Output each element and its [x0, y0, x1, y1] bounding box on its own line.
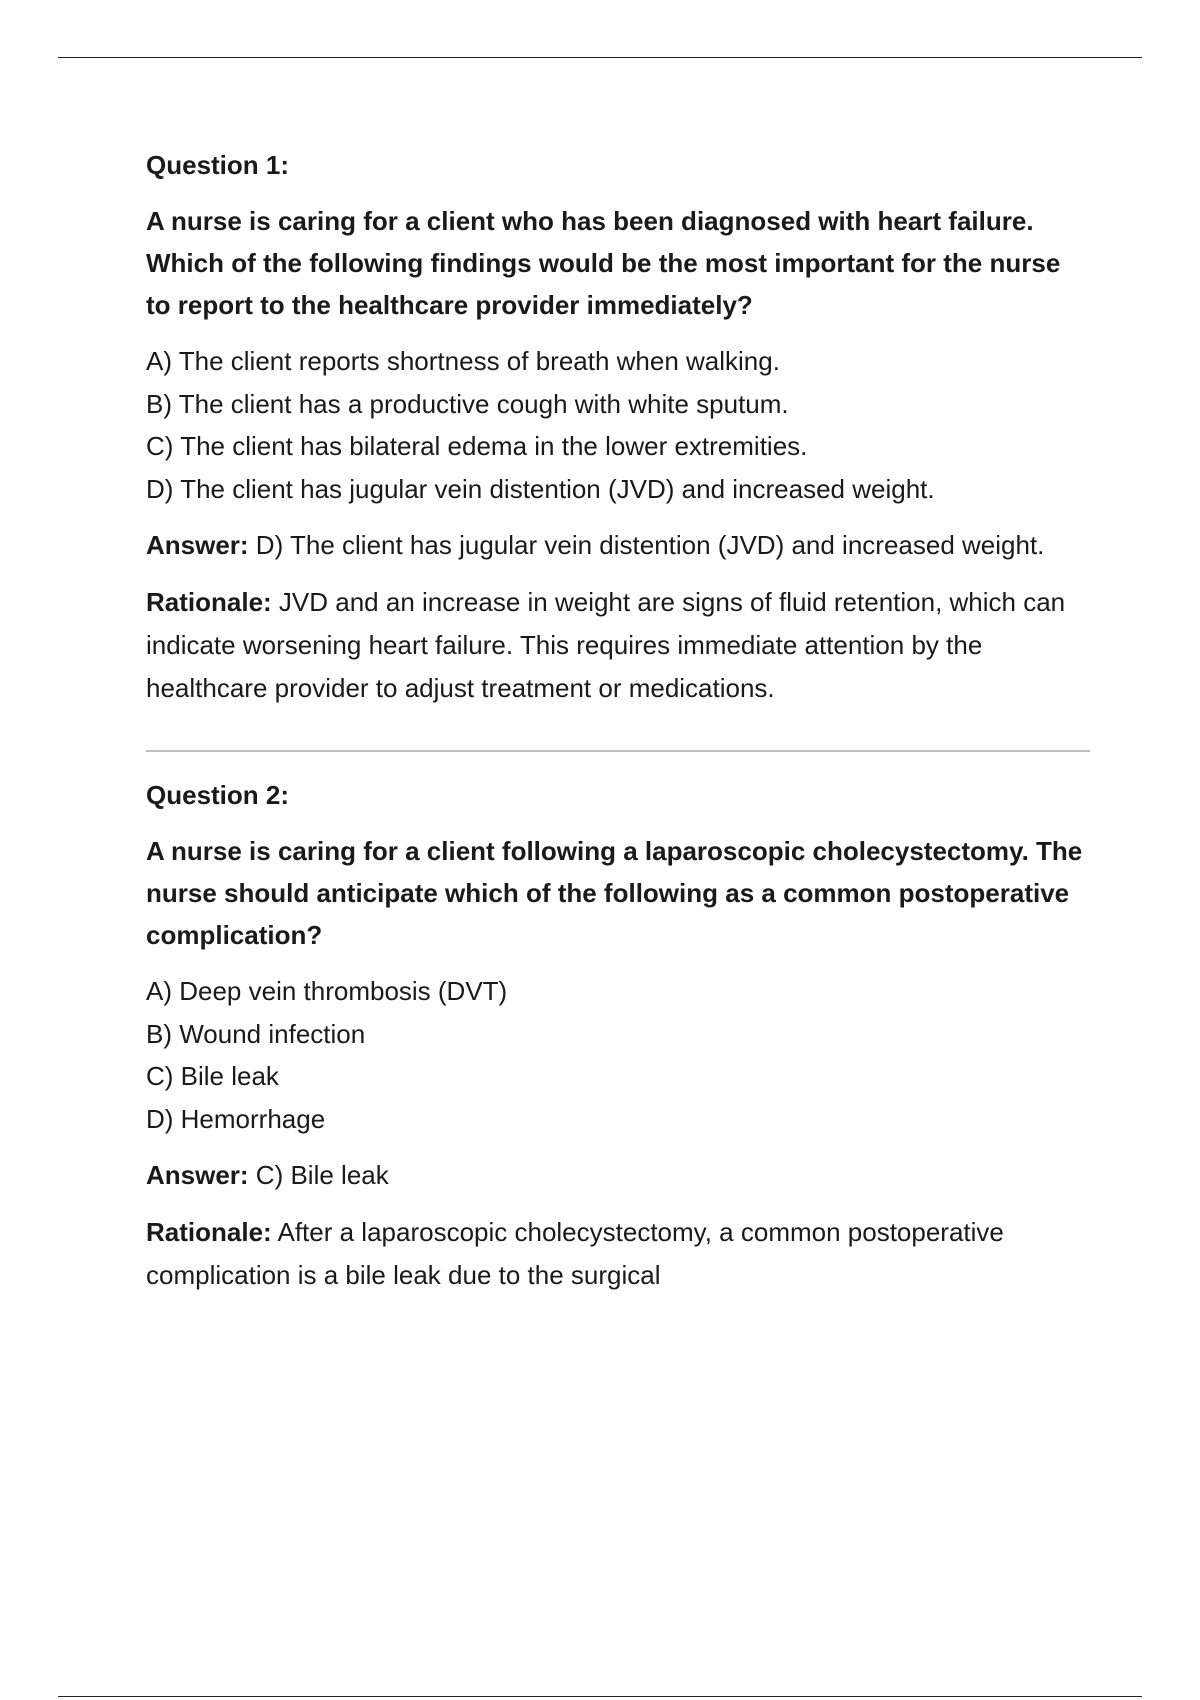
option-c: C) The client has bilateral edema in the lower extremities.: [146, 431, 808, 461]
question-stem: A nurse is caring for a client following a laparoscopic cholecystectomy. The nurse should anticipate which of the following as a common postoperative complication?: [146, 836, 1083, 950]
question-heading: Question 1:: [146, 150, 290, 180]
question-divider: [146, 750, 1090, 752]
option-c: C) Bile leak: [146, 1061, 279, 1091]
option-a: A) The client reports shortness of breath when walking.: [146, 346, 780, 376]
option-a: A) Deep vein thrombosis (DVT): [146, 976, 508, 1006]
rationale: [146, 581, 1092, 710]
question-2: [146, 778, 1092, 1297]
rationale-label: Rationale:: [146, 1217, 272, 1247]
document-body: [146, 148, 1092, 1311]
rationale-text: After a laparoscopic cholecystectomy, a common postoperative complication is a bile leak due to the surgical: [146, 1217, 1004, 1290]
answer-text: D) The client has jugular vein distention (JVD) and increased weight.: [248, 530, 1045, 560]
option-b: B) The client has a productive cough with white sputum.: [146, 388, 789, 419]
answer-label: Answer:: [146, 530, 249, 560]
rationale-label: Rationale:: [146, 587, 272, 617]
question-1: [146, 148, 1092, 710]
answer-label: Answer:: [146, 1160, 249, 1190]
option-b: B) Wound infection: [146, 1018, 366, 1049]
answer: [146, 524, 1092, 567]
option-d: D) The client has jugular vein distention (JVD) and increased weight.: [146, 473, 935, 504]
option-list: [146, 970, 1092, 1140]
page-top-rule: [58, 57, 1142, 58]
rationale-text: JVD and an increase in weight are signs of fluid retention, which can indicate worsening heart failure. This requires immediate attention by the healthcare provider to adjust treatment or medications.: [146, 587, 1066, 703]
page-bottom-rule: [58, 1696, 1142, 1697]
answer: [146, 1154, 1092, 1197]
rationale: [146, 1211, 1092, 1297]
answer-text: C) Bile leak: [248, 1160, 389, 1190]
option-list: [146, 340, 1092, 510]
question-stem: A nurse is caring for a client who has been diagnosed with heart failure. Which of the following findings would be the most important for the nurse to report to the healthcare provider immediately?: [146, 206, 1061, 320]
option-d: D) Hemorrhage: [146, 1103, 326, 1134]
question-heading: Question 2:: [146, 780, 290, 810]
